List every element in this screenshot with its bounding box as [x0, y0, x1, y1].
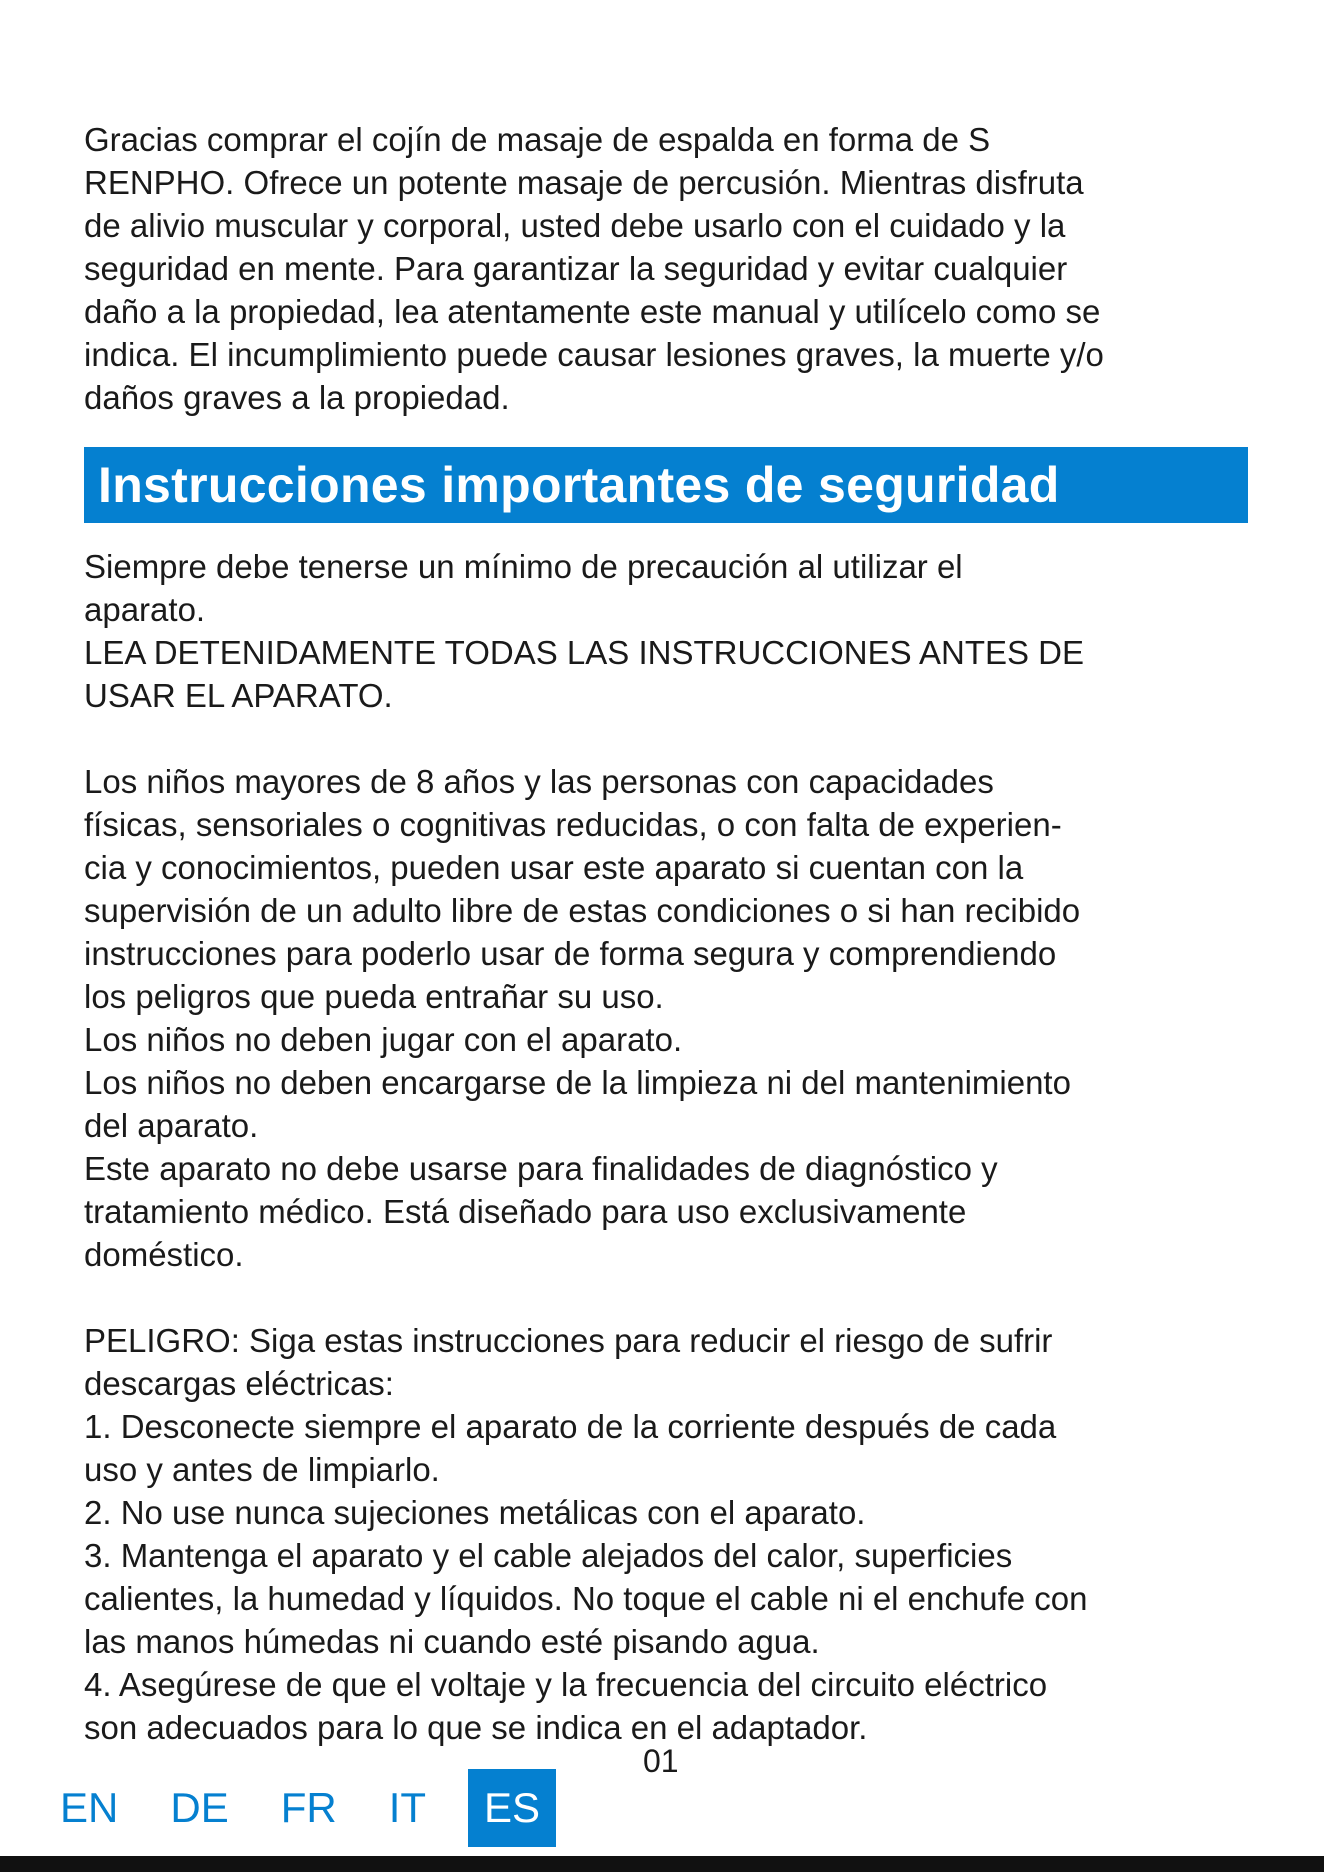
section-heading-safety: Instrucciones importantes de seguridad [84, 447, 1248, 523]
intro-line: de alivio muscular y corporal, usted debe usarlo con el cuidado y la [84, 207, 1066, 244]
children-line: instrucciones para poderlo usar de forma segura y comprendiendo [84, 935, 1057, 972]
children-line: Este aparato no debe usarse para finalidades de diagnóstico y [84, 1150, 998, 1187]
danger-line: 4. Asegúrese de que el voltaje y la frecuencia del circuito eléctrico [84, 1666, 1048, 1703]
danger-line: descargas eléctricas: [84, 1365, 394, 1402]
children-line: cia y conocimientos, pueden usar este aparato si cuentan con la [84, 849, 1024, 886]
precaution-line: Siempre debe tenerse un mínimo de precaución al utilizar el [84, 548, 963, 585]
precaution-line: USAR EL APARATO. [84, 677, 393, 714]
language-tab-es[interactable]: ES [468, 1769, 556, 1847]
page-footer [0, 1742, 1324, 1842]
paragraph-gap [84, 717, 1248, 760]
intro-line: RENPHO. Ofrece un potente masaje de percusión. Mientras disfruta [84, 164, 1084, 201]
language-tab-en[interactable]: EN [60, 1784, 119, 1831]
children-line: tratamiento médico. Está diseñado para uso exclusivamente [84, 1193, 967, 1230]
children-line: Los niños no deben encargarse de la limpieza ni del mantenimiento [84, 1064, 1071, 1101]
children-line: Los niños mayores de 8 años y las personas con capacidades [84, 763, 994, 800]
manual-page-content [84, 118, 1248, 1749]
language-tab-it[interactable]: IT [388, 1784, 427, 1831]
children-line: doméstico. [84, 1236, 244, 1273]
paragraph-gap [84, 1276, 1248, 1319]
children-line: supervisión de un adulto libre de estas condiciones o si han recibido [84, 892, 1081, 929]
intro-line: seguridad en mente. Para garantizar la seguridad y evitar cualquier [84, 250, 1068, 287]
danger-line: las manos húmedas ni cuando esté pisando agua. [84, 1623, 820, 1660]
danger-line: PELIGRO: Siga estas instrucciones para reducir el riesgo de sufrir [84, 1322, 1053, 1359]
precaution-line: aparato. [84, 591, 206, 628]
bottom-rule [0, 1856, 1324, 1872]
danger-line: 1. Desconecte siempre el aparato de la corriente después de cada [84, 1408, 1057, 1445]
language-tab-fr[interactable]: FR [280, 1784, 337, 1831]
intro-line: daño a la propiedad, lea atentamente este manual y utilícelo como se [84, 293, 1101, 330]
children-paragraph [84, 760, 1248, 1276]
danger-line: 2. No use nunca sujeciones metálicas con el aparato. [84, 1494, 866, 1531]
children-line: los peligros que pueda entrañar su uso. [84, 978, 664, 1015]
danger-line: 3. Mantenga el aparato y el cable alejados del calor, superficies [84, 1537, 1013, 1574]
page-number: 01 [643, 1743, 679, 1779]
intro-line: indica. El incumplimiento puede causar lesiones graves, la muerte y/o [84, 336, 1104, 373]
intro-line: Gracias comprar el cojín de masaje de espalda en forma de S [84, 121, 991, 158]
intro-line: daños graves a la propiedad. [84, 379, 510, 416]
language-tabs [50, 1766, 588, 1850]
danger-line: calientes, la humedad y líquidos. No toque el cable ni el enchufe con [84, 1580, 1088, 1617]
danger-line: son adecuados para lo que se indica en el adaptador. [84, 1709, 868, 1746]
children-line: Los niños no deben jugar con el aparato. [84, 1021, 683, 1058]
children-line: del aparato. [84, 1107, 259, 1144]
children-line: físicas, sensoriales o cognitivas reducidas, o con falta de experien- [84, 806, 1062, 843]
danger-line: uso y antes de limpiarlo. [84, 1451, 440, 1488]
precaution-line: LEA DETENIDAMENTE TODAS LAS INSTRUCCIONES ANTES DE [84, 634, 1085, 671]
danger-paragraph [84, 1319, 1248, 1749]
intro-paragraph [84, 118, 1248, 419]
precaution-paragraph [84, 545, 1248, 717]
language-tab-de[interactable]: DE [170, 1784, 229, 1831]
